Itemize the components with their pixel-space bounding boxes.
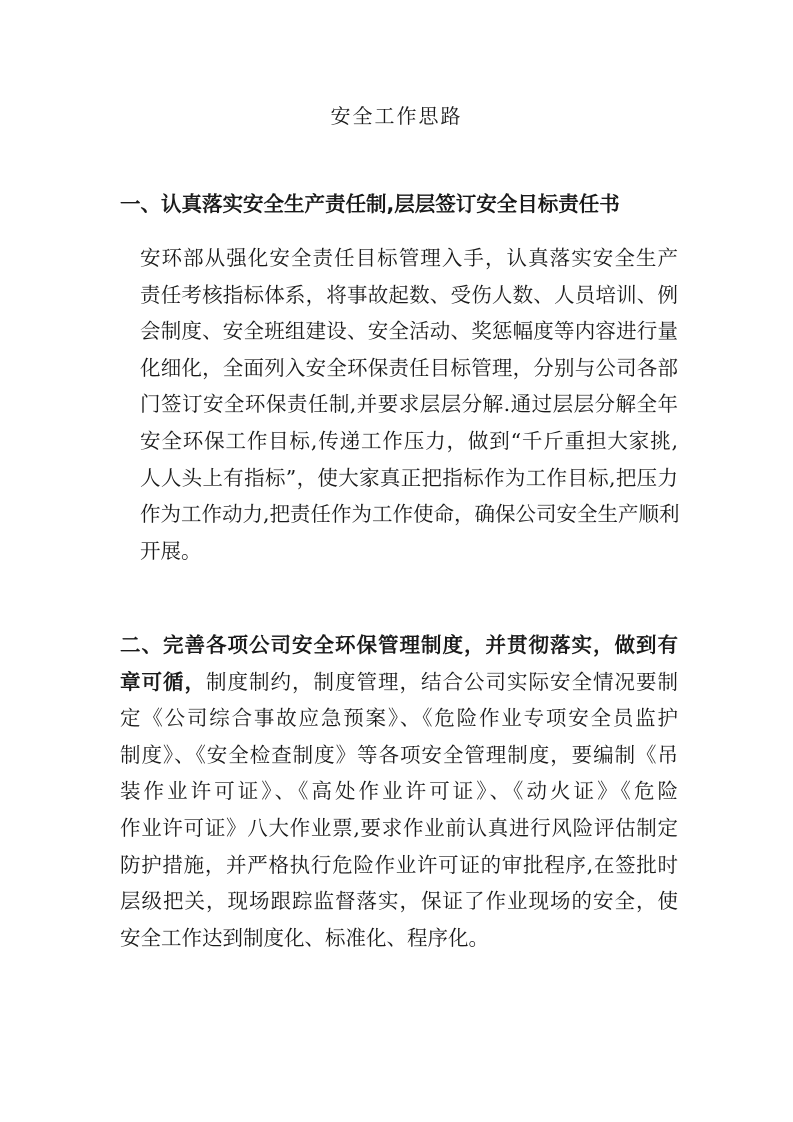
paragraph-line: 责任考核指标体系，将事故起数、受伤人数、人员培训、例 [140,282,678,307]
paragraph-line: 装作业许可证》、《高处作业许可证》、《动火证》《危险 [120,779,678,804]
paragraph-line [120,664,678,701]
paragraph-line: 制度》、《安全检查制度》等各项安全管理制度，要编制《吊 [120,742,678,767]
paragraph-line: 门签订安全环保责任制,并要求层层分解.通过层层分解全年 [140,392,678,417]
paragraph-line: 安环部从强化安全责任目标管理入手，认真落实安全生产 [140,246,678,270]
section-2-heading: 二、完善各项公司安全环保管理制度，并贯彻落实，做到有 [120,633,678,657]
paragraph-line: 作为工作动力,把责任作为工作使命，确保公司安全生产顺利 [140,502,680,527]
paragraph-line: 防护措施，并严格执行危险作业许可证的审批程序,在签批时 [120,852,678,877]
paragraph-line: 作业许可证》八大作业票,要求作业前认真进行风险评估制定 [120,815,678,840]
section-2-heading-end: 章可循， [120,669,206,694]
paragraph-line: 层级把关，现场跟踪监督落实，保证了作业现场的安全，使 [120,889,678,914]
document-title: 安全工作思路 [330,104,463,128]
section-1-heading: 一、认真落实安全生产责任制,层层签订安全目标责任书 [120,192,620,216]
paragraph-line: 定《公司综合事故应急预案》、《危险作业专项安全员监护 [120,706,678,731]
paragraph-line: 化细化，全面列入安全环保责任目标管理，分别与公司各部 [140,355,678,380]
section-1-paragraph [120,240,678,569]
paragraph-line-rest: 制度制约，制度管理，结合公司实际安全情况要制 [206,669,678,694]
paragraph-line: 安全环保工作目标,传递工作压力，做到“千斤重担大家挑, [140,428,678,453]
paragraph-line: 安全工作达到制度化、标准化、程序化。 [120,925,489,950]
paragraph-line: 开展。 [140,538,202,563]
paragraph-line: 人人头上有指标”，使大家真正把指标作为工作目标,把压力 [140,465,678,490]
paragraph-line: 会制度、安全班组建设、安全活动、奖惩幅度等内容进行量 [140,319,678,344]
section-2-paragraph [120,627,678,956]
